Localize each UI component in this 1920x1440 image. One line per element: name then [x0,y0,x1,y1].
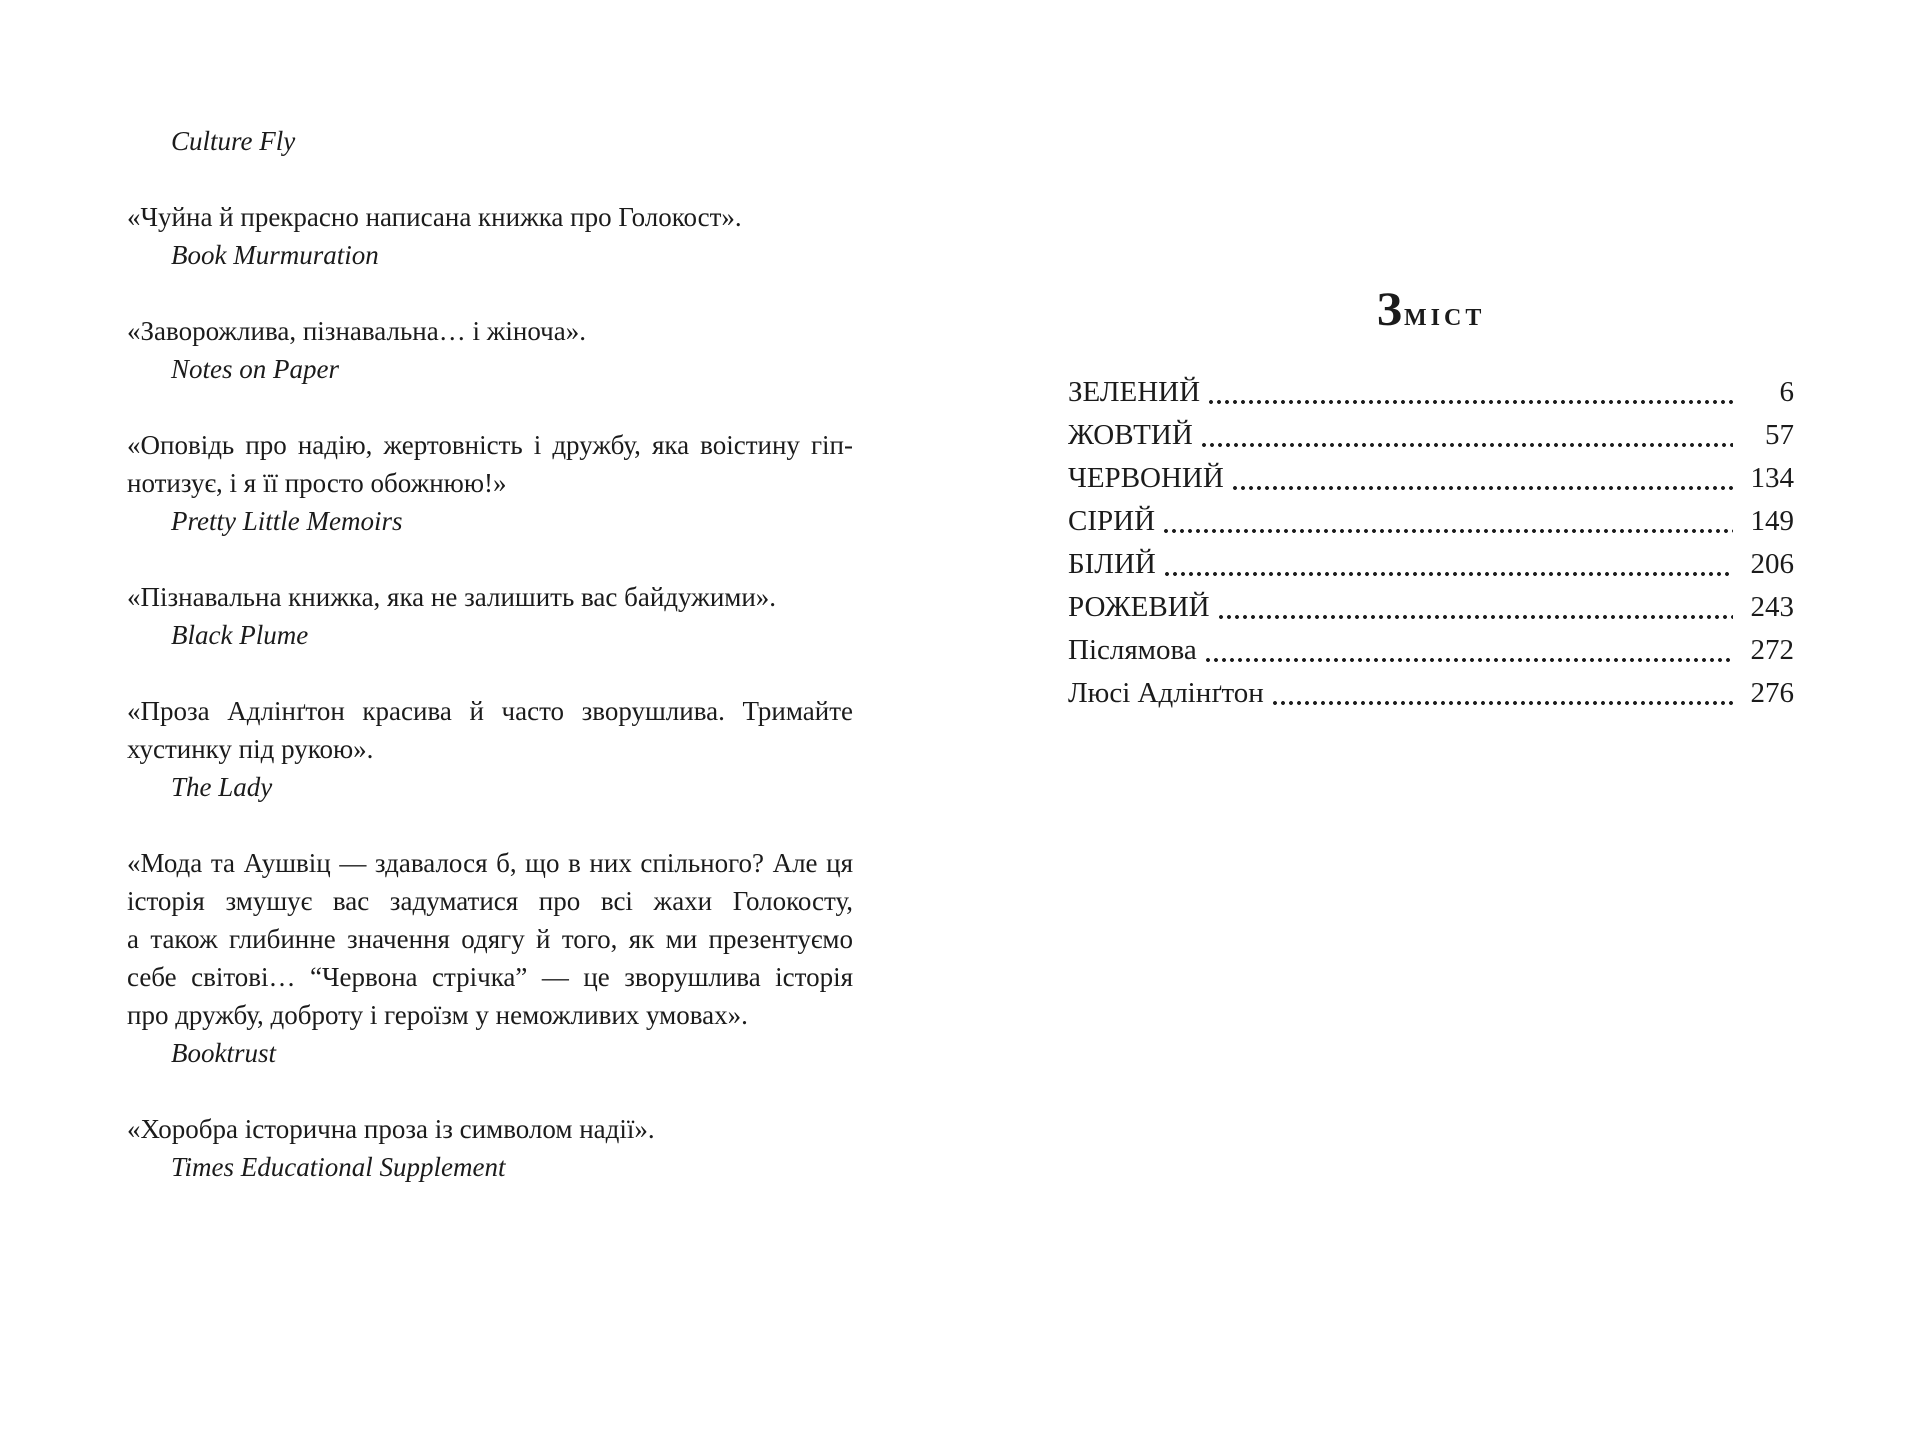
review-quote-line: історія змушує вас задуматися про всі жахи Голокосту, [127,886,853,916]
dot-leader [1231,485,1733,491]
review-attribution: Notes on Paper [171,354,339,384]
toc-row [1068,543,1794,586]
dot-leader [1200,442,1733,448]
toc-entry-label: Люсі Адлінґтон [1068,677,1264,709]
review-quote-line: «Проза Адлінґтон красива й часто зворушлива. Тримайте [127,696,853,726]
toc-row [1068,371,1794,414]
review-attribution: The Lady [171,772,273,802]
review-quote-line: себе світові… “Червона стрічка” — це зворушлива історія [127,962,853,992]
dot-leader [1163,571,1733,577]
dot-leader [1207,399,1733,405]
toc-entry-label: РОЖЕВИЙ [1068,591,1210,623]
review-attribution: Black Plume [171,620,309,650]
toc-entry-label: БІЛИЙ [1068,548,1156,580]
toc-row [1068,414,1794,457]
toc-page-number: 134 [1750,462,1794,494]
toc-row [1068,500,1794,543]
review-attribution: Pretty Little Memoirs [171,506,403,536]
toc-row [1068,629,1794,672]
review-attribution: Culture Fly [171,126,296,156]
review-quote-line: «Оповідь про надію, жертовність і дружбу, яка воістину гіп- [127,430,853,460]
toc-page-number: 6 [1779,376,1794,408]
review-attribution: Book Murmuration [171,240,379,270]
review-section [127,312,853,388]
review-quote-line: «Заворожлива, пізнавальна… і жіноча». [127,316,586,346]
toc-page-number: 206 [1750,548,1794,580]
review-attribution: Booktrust [171,1038,276,1068]
review-quote-line: «Пізнавальна книжка, яка не залишить вас байдужими». [127,582,777,612]
toc-row [1068,457,1794,500]
toc-entry-label: ЧЕРВОНИЙ [1068,462,1224,494]
review-section [127,1110,853,1186]
toc-page-number: 243 [1750,591,1794,623]
review-attribution: Times Educational Supplement [171,1152,506,1182]
dot-leader [1162,528,1733,534]
toc-row [1068,672,1794,715]
toc-entry-label: ЖОВТИЙ [1068,419,1193,451]
review-quote-line: хустинку під рукою». [127,734,374,764]
toc-page-number: 149 [1750,505,1794,537]
review-quote-line: а також глибинне значення одягу й того, як ми презентуємо [127,924,853,954]
toc-entry-label: Післямова [1068,634,1197,666]
review-section [127,122,853,160]
review-section [127,692,853,806]
toc-page [1068,284,1794,715]
review-section [127,578,853,654]
toc-title: Зміст [1376,283,1486,336]
dot-leader [1271,700,1733,706]
review-quote-line: «Чуйна й прекрасно написана книжка про Голокост». [127,202,742,232]
toc-page-number: 57 [1765,419,1794,451]
toc-row [1068,586,1794,629]
toc-page-number: 272 [1750,634,1794,666]
toc-entry-label: СІРИЙ [1068,505,1156,537]
review-quote-line: «Хоробра історична проза із символом надії». [127,1114,655,1144]
review-quote-line: нотизує, і я її просто обожнюю!» [127,468,507,498]
left-page [127,122,853,1186]
toc-page-number: 276 [1750,677,1794,709]
review-quote-line: про дружбу, доброту і героїзм у неможливих умовах». [127,1000,748,1030]
review-quote-line: «Мода та Аушвіц — здавалося б, що в них спільного? Але ця [127,848,853,878]
review-section [127,198,853,274]
dot-leader [1204,657,1733,663]
review-section [127,844,853,1072]
toc-entry-label: ЗЕЛЕНИЙ [1068,376,1201,408]
dot-leader [1217,614,1733,620]
review-section [127,426,853,540]
